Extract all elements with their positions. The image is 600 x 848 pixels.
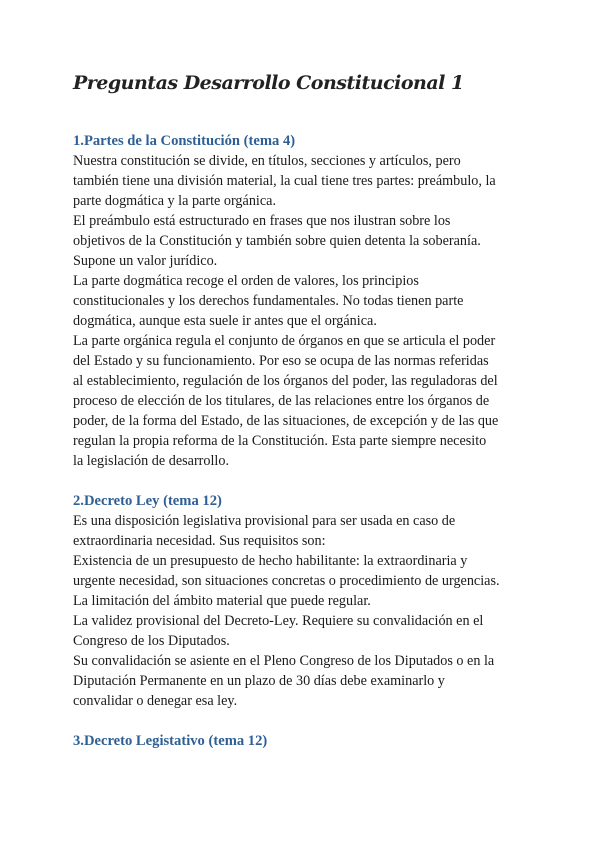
text-line: Su convalidación se asiente en el Pleno Congreso de los Diputados o en la <box>73 653 495 669</box>
text-line: La parte dogmática recoge el orden de valores, los principios <box>73 273 419 289</box>
section-3 <box>73 731 535 751</box>
text-line: El preámbulo está estructurado en frases que nos ilustran sobre los <box>73 213 451 229</box>
text-line: del Estado y su funcionamiento. Por eso se ocupa de las normas referidas <box>73 353 489 369</box>
text-line: La limitación del ámbito material que puede regular. <box>73 593 371 609</box>
text-line: poder, de la forma del Estado, de las situaciones, de excepción y de las que <box>73 413 499 429</box>
paragraph <box>73 591 535 611</box>
text-line: regulan la propia reforma de la Constitución. Esta parte siempre necesito <box>73 433 487 449</box>
paragraph <box>73 611 535 651</box>
text-line: Es una disposición legislativa provisional para ser usada en caso de <box>73 513 456 529</box>
text-line: al establecimiento, regulación de los órganos del poder, las reguladoras del <box>73 373 498 389</box>
text-line: también tiene una división material, la cual tiene tres partes: preámbulo, la <box>73 173 496 189</box>
text-line: Congreso de los Diputados. <box>73 633 230 649</box>
text-line: La parte orgánica regula el conjunto de órganos en que se articula el poder <box>73 333 496 349</box>
paragraph <box>73 651 535 711</box>
section-2 <box>73 491 535 711</box>
paragraph <box>73 511 535 551</box>
text-line: dogmática, aunque esta suele ir antes que el orgánica. <box>73 313 377 329</box>
text-line: La validez provisional del Decreto-Ley. Requiere su convalidación en el <box>73 613 484 629</box>
text-line: convalidar o denegar esa ley. <box>73 693 238 709</box>
text-line: urgente necesidad, son situaciones concretas o procedimiento de urgencias. <box>73 573 500 589</box>
paragraph <box>73 211 535 271</box>
section-heading: 1.Partes de la Constitución (tema 4) <box>73 133 296 149</box>
text-line: proceso de elección de los titulares, de las relaciones entre los órganos de <box>73 393 490 409</box>
section-heading: 2.Decreto Ley (tema 12) <box>73 493 222 509</box>
text-line: Supone un valor jurídico. <box>73 253 218 269</box>
text-line: extraordinaria necesidad. Sus requisitos son: <box>73 533 326 549</box>
text-line: parte dogmática y la parte orgánica. <box>73 193 276 209</box>
document-title: Preguntas Desarrollo Constitucional 1 <box>73 72 464 94</box>
text-line: constitucionales y los derechos fundamentales. No todas tienen parte <box>73 293 464 309</box>
text-line: objetivos de la Constitución y también sobre quien detenta la soberanía. <box>73 233 481 249</box>
text-line: la legislación de desarrollo. <box>73 453 230 469</box>
section-heading: 3.Decreto Legistativo (tema 12) <box>73 733 268 749</box>
paragraph <box>73 551 535 591</box>
text-line: Nuestra constitución se divide, en títulos, secciones y artículos, pero <box>73 153 461 169</box>
text-line: Diputación Permanente en un plazo de 30 días debe examinarlo y <box>73 673 445 689</box>
paragraph <box>73 151 535 211</box>
paragraph <box>73 271 535 331</box>
section-1 <box>73 131 535 471</box>
text-line: Existencia de un presupuesto de hecho habilitante: la extraordinaria y <box>73 553 468 569</box>
paragraph <box>73 331 535 471</box>
document-body <box>73 131 535 771</box>
